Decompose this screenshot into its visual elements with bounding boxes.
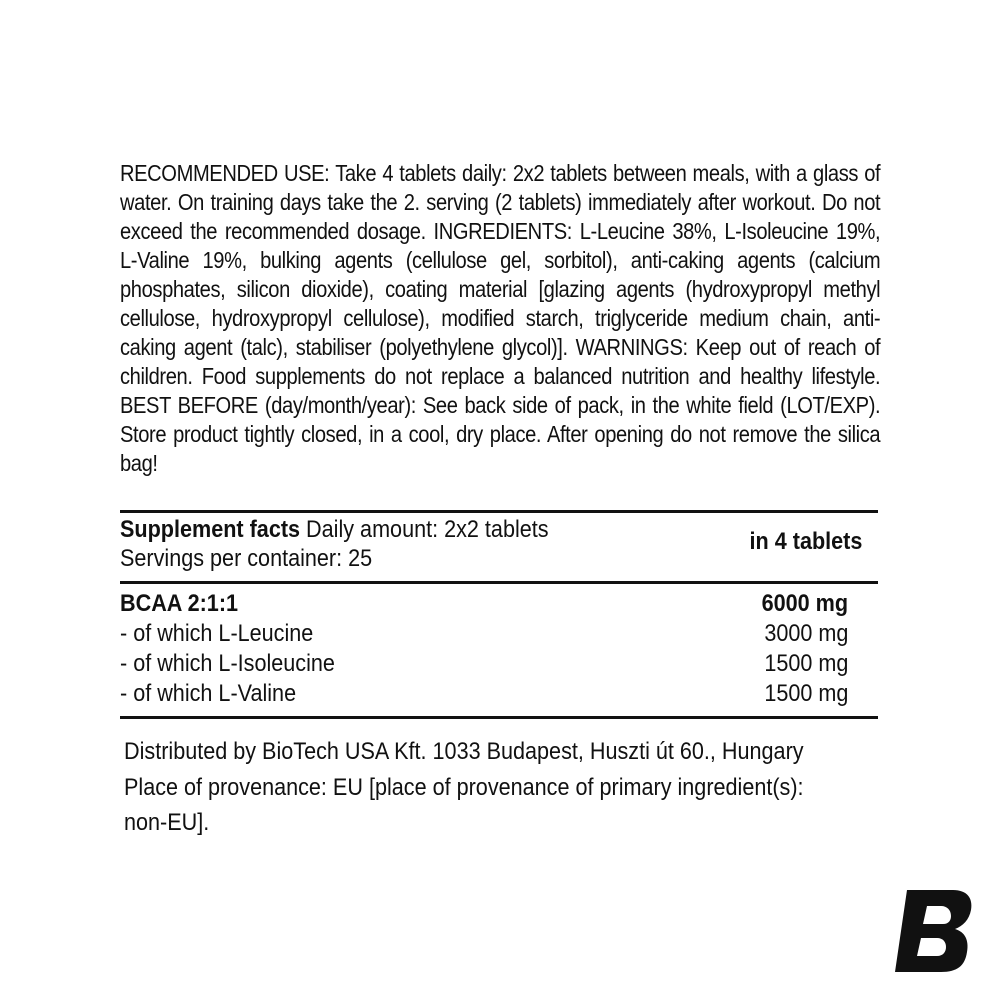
servings-per-container: Servings per container: 25 [120,545,373,572]
supplement-facts-title: Supplement facts [120,516,301,543]
provenance-line: Place of provenance: EU [place of provenance of primary ingredient(s): [124,774,804,801]
recommended-use-text: Take 4 tablets daily: 2x2 tablets between meals, with a glass of water. On training days take the 2. serving (2 tablets) immediately after workout. Do not exceed the recommended dosage. [120,160,881,244]
table-row [120,650,878,680]
nutrient-name: - of which L-Valine [120,680,297,707]
column-header: in 4 tablets [749,528,862,555]
nutrient-amount: 3000 mg [763,620,848,647]
nutrient-name: - of which L-Leucine [120,620,314,647]
warnings-text: Keep out of reach of children. Food supplements do not replace a balanced nutrition and healthy lifestyle. [120,334,881,389]
distributor-line: Distributed by BioTech USA Kft. 1033 Budapest, Huszti út 60., Hungary [124,738,804,765]
nutrient-name: - of which L-Isoleucine [120,650,335,677]
brand-logo-icon [895,886,975,976]
recommended-use-heading: RECOMMENDED USE: [120,160,330,186]
table-row [120,680,878,710]
label-description [120,159,880,478]
ingredients-heading: INGREDIENTS: [433,218,572,244]
nutrient-amount: 1500 mg [763,650,848,677]
facts-bottom-rule [120,716,878,719]
warnings-heading: WARNINGS: [575,334,688,360]
facts-top-rule [120,510,878,513]
nutrient-amount: 1500 mg [763,680,848,707]
best-before-heading: BEST BEFORE [120,392,258,418]
table-row [120,590,878,620]
nutrient-amount: 6000 mg [761,590,848,617]
facts-header-rule [120,581,878,584]
provenance-line-end: non-EU]. [124,809,210,836]
ingredients-text: L-Leucine 38%, L-Isoleucine 19%, L-Valine 19%, bulking agents (cellulose gel, sorbitol), anti-caking agents (calcium phosphates, silicon dioxide), coating material [glazing agents (hydroxypropyl methyl cellulose, hydroxypropyl cellulose), modified starch, triglyceride medium chain, anti-caking agent (talc), stabiliser (polyethylene glycol)]. [120,218,881,360]
daily-amount: Daily amount: 2x2 tablets [300,516,549,543]
table-row [120,620,878,650]
best-before-text: (day/month/year): See back side of pack, in the white field (LOT/EXP). Store product tightly closed, in a cool, dry place. After opening do not remove the silica bag! [120,392,881,476]
nutrient-name: BCAA 2:1:1 [120,590,239,617]
